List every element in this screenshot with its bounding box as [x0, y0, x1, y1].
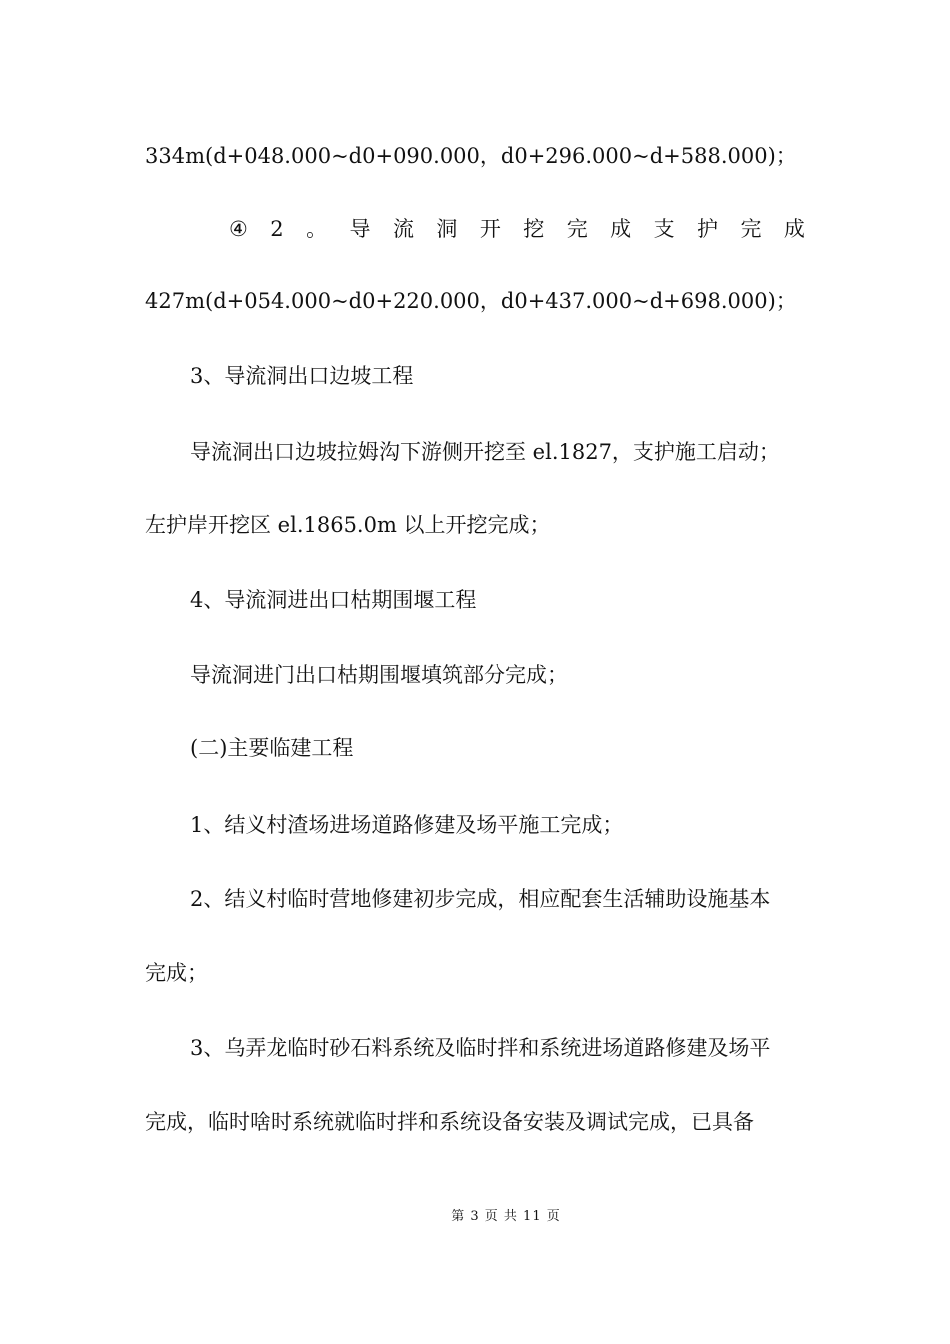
spread-char: 完	[740, 217, 762, 241]
spread-char: 流	[392, 217, 414, 241]
section-heading: 3、导流洞出口边坡工程	[190, 364, 414, 388]
spread-char: 。	[306, 217, 328, 241]
spread-char: 成	[783, 217, 805, 241]
paragraph-line: 左护岸开挖区 el.1865.0m 以上开挖完成；	[145, 513, 551, 537]
paragraph-line: 完成；	[145, 961, 208, 985]
spread-heading-line	[229, 214, 805, 244]
spread-char: 护	[697, 217, 719, 241]
spread-char: 完	[566, 217, 588, 241]
paragraph-line: 1、结义村渣场进场道路修建及场平施工完成；	[190, 813, 624, 837]
paragraph-line: 导流洞出口边坡拉姆沟下游侧开挖至 el.1827，支护施工启动；	[190, 440, 780, 464]
paragraph-line: 完成，临时啥时系统就临时拌和系统设备安装及调试完成，已具备	[145, 1110, 754, 1134]
paragraph-line: 2、结义村临时营地修建初步完成，相应配套生活辅助设施基本	[190, 887, 771, 911]
spread-char: 支	[653, 217, 675, 241]
paragraph-line: 导流洞进门出口枯期围堰填筑部分完成；	[190, 663, 568, 687]
page-number-footer: 第 3 页 共 11 页	[451, 1209, 561, 1224]
paragraph-line: 427m(d+054.000~d0+220.000，d0+437.000~d+698.000)；	[145, 289, 797, 313]
spread-char: 洞	[436, 217, 458, 241]
spread-char: 开	[479, 217, 501, 241]
spread-char: 2	[270, 217, 284, 241]
spread-char: 导	[349, 217, 371, 241]
spread-char: ④	[229, 217, 248, 241]
paragraph-line: 334m(d+048.000~d0+090.000，d0+296.000~d+588.000)；	[145, 144, 797, 168]
spread-char: 成	[610, 217, 632, 241]
paragraph-line: 3、乌弄龙临时砂石料系统及临时拌和系统进场道路修建及场平	[190, 1036, 771, 1060]
section-heading: (二)主要临建工程	[190, 736, 354, 760]
spread-char: 挖	[523, 217, 545, 241]
section-heading: 4、导流洞进出口枯期围堰工程	[190, 588, 477, 612]
